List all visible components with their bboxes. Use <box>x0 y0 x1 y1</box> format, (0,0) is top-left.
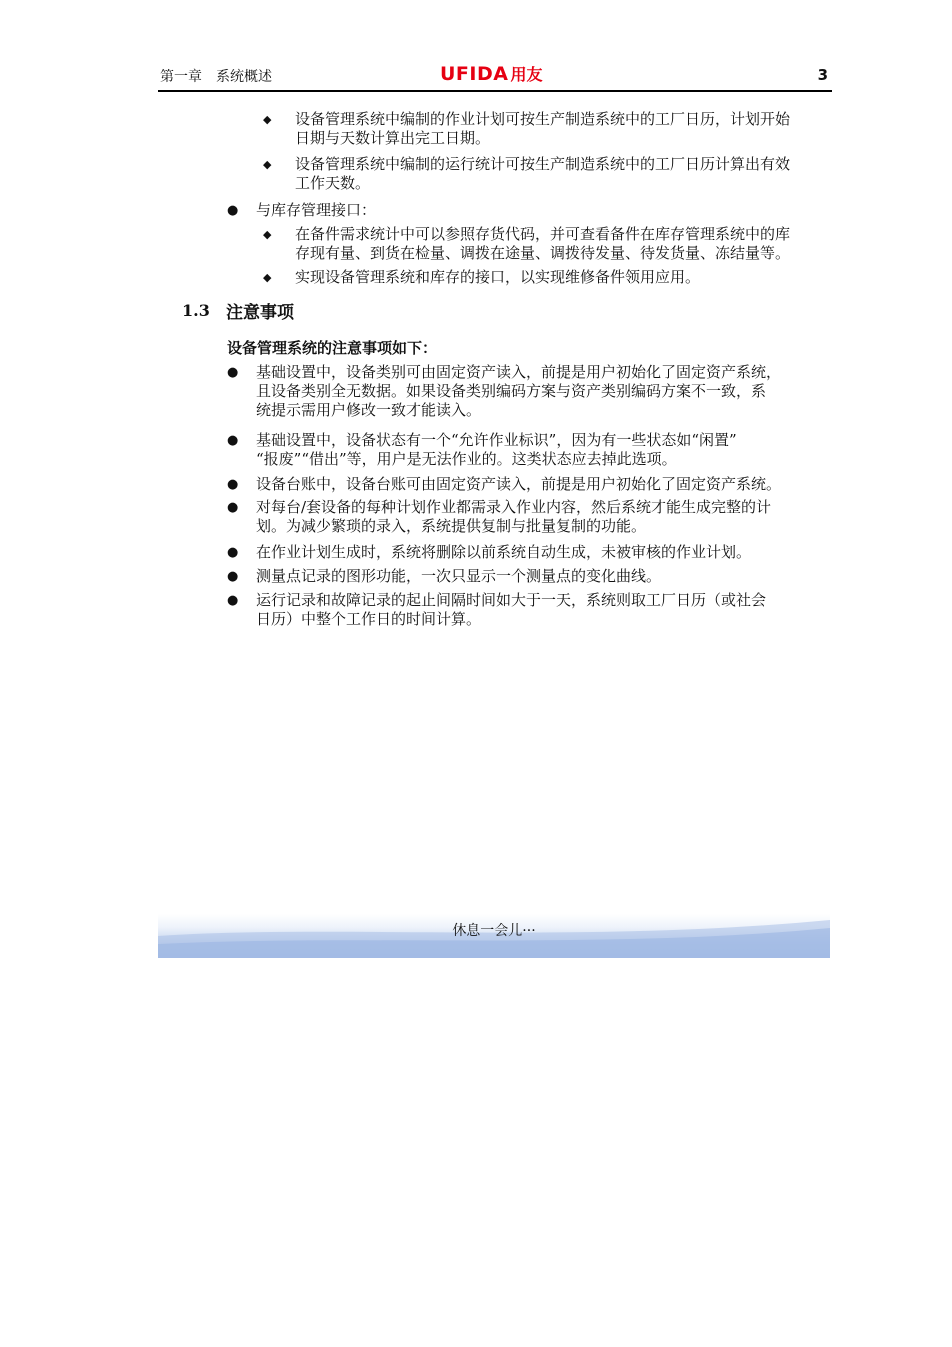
note-item <box>256 363 781 420</box>
round-bullet-icon: ● <box>227 433 239 448</box>
ufida-logo <box>440 62 542 85</box>
diamond-bullet-icon: ◆ <box>263 271 272 284</box>
note-item <box>256 475 781 494</box>
list-item <box>295 155 790 193</box>
list-item <box>295 268 700 287</box>
note-line: 在作业计划生成时，系统将删除以前系统自动生成，未被审核的作业计划。 <box>256 543 752 561</box>
logo-brand: UFIDA <box>440 63 509 85</box>
round-bullet-icon: ● <box>227 365 239 380</box>
list-item-line: 与库存管理接口： <box>256 201 377 219</box>
note-line: 基础设置中，设备类别可由固定资产读入，前提是用户初始化了固定资产系统， <box>256 363 782 381</box>
chapter-title: 第一章 系统概述 <box>160 69 272 85</box>
round-bullet-icon: ● <box>227 545 239 560</box>
list-item-line: 存现有量、到货在检量、调拨在途量、调拨待发量、待发货量、冻结量等。 <box>295 244 791 262</box>
note-item <box>256 498 771 536</box>
note-line: 对每台/套设备的每种计划作业都需录入作业内容，然后系统才能生成完整的计 <box>256 498 772 516</box>
list-item-line: 工作天数。 <box>295 174 371 192</box>
list-item <box>295 225 790 263</box>
note-line: 测量点记录的图形功能，一次只显示一个测量点的变化曲线。 <box>256 567 662 585</box>
note-line: 统提示需用户修改一致才能读入。 <box>256 401 482 419</box>
round-bullet-icon: ● <box>227 500 239 515</box>
diamond-bullet-icon: ◆ <box>263 158 272 171</box>
note-line: 基础设置中，设备状态有一个“允许作业标识”，因为有一些状态如“闲置” <box>256 431 737 449</box>
round-bullet-icon: ● <box>227 569 239 584</box>
note-item <box>256 567 661 586</box>
diamond-bullet-icon: ◆ <box>263 113 272 126</box>
note-line: 设备台账中，设备台账可由固定资产读入，前提是用户初始化了固定资产系统。 <box>256 475 782 493</box>
note-line: 日历）中整个工作日的时间计算。 <box>256 610 482 628</box>
logo-chinese: 用友 <box>510 65 543 84</box>
footer-band <box>158 914 830 958</box>
section-subtitle: 设备管理系统的注意事项如下： <box>227 339 438 357</box>
note-line: 运行记录和故障记录的起止间隔时间如大于一天，系统则取工厂日历（或社会 <box>256 591 767 609</box>
list-item-line: 实现设备管理系统和库存的接口，以实现维修备件领用应用。 <box>295 268 701 286</box>
list-item <box>295 110 790 148</box>
diamond-bullet-icon: ◆ <box>263 228 272 241</box>
note-line: 划。为减少繁琐的录入，系统提供复制与批量复制的功能。 <box>256 517 647 535</box>
note-line: 且设备类别全无数据。如果设备类别编码方案与资产类别编码方案不一致，系 <box>256 382 767 400</box>
section-number: 1.3 <box>182 301 210 320</box>
round-bullet-icon: ● <box>227 593 239 608</box>
note-line: “报废”“借出”等，用户是无法作业的。这类状态应去掉此选项。 <box>256 450 677 468</box>
list-item-line: 设备管理系统中编制的作业计划可按生产制造系统中的工厂日历，计划开始 <box>295 110 791 128</box>
page-header <box>158 62 832 92</box>
footer-text: 休息一会儿··· <box>452 923 536 939</box>
list-item-line: 在备件需求统计中可以参照存货代码，并可查看备件在库存管理系统中的库 <box>295 225 791 243</box>
round-bullet-icon: ● <box>227 477 239 492</box>
round-bullet-icon: ● <box>227 203 239 218</box>
page-number: 3 <box>817 66 828 84</box>
note-item <box>256 431 737 469</box>
list-item-line: 日期与天数计算出完工日期。 <box>295 129 491 147</box>
section-title: 注意事项 <box>226 303 294 323</box>
list-item <box>256 201 376 220</box>
note-item <box>256 543 751 562</box>
note-item <box>256 591 766 629</box>
list-item-line: 设备管理系统中编制的运行统计可按生产制造系统中的工厂日历计算出有效 <box>295 155 791 173</box>
